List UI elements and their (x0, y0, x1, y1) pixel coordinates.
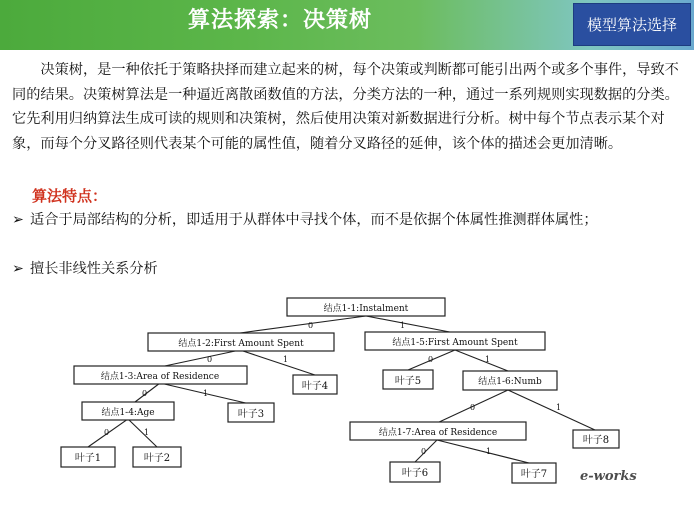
svg-text:结点1-2:First Amount Spent: 结点1-2:First Amount Spent (178, 339, 304, 349)
svg-text:结点1-7:Area of Residence: 结点1-7:Area of Residence (378, 428, 498, 438)
edge-label: 1 (203, 389, 209, 398)
edge-n1-n2 (240, 316, 366, 333)
edge-label: 0 (421, 447, 427, 456)
edge-label: 0 (308, 321, 314, 330)
tree-node-1-6 (463, 371, 557, 390)
edge-n5-n6 (455, 350, 508, 371)
tree-leaf-6 (390, 462, 440, 482)
edge-label: 1 (400, 321, 406, 330)
edge-n2-leaf4 (240, 350, 315, 375)
edge-label: 1 (485, 355, 491, 364)
features-heading: 算法特点： (32, 187, 108, 205)
tree-node-1-4 (82, 402, 174, 420)
svg-text:结点1-5:First Amount Spent: 结点1-5:First Amount Spent (392, 338, 518, 348)
e-works-watermark: e-works (580, 469, 637, 484)
svg-text:叶子6: 叶子6 (401, 468, 429, 479)
tree-leaf-8 (573, 430, 619, 448)
tree-node-1-1 (287, 298, 445, 316)
svg-text:叶子3: 叶子3 (237, 409, 265, 420)
tree-leaf-2 (133, 447, 181, 467)
tree-leaf-5 (383, 370, 433, 389)
tree-node-1-2 (148, 333, 334, 351)
edge-label: 1 (144, 428, 150, 437)
svg-text:叶子8: 叶子8 (582, 435, 610, 446)
tree-leaf-7 (512, 463, 556, 483)
edge-n1-n5 (366, 316, 455, 333)
model-selection-tag[interactable]: 模型算法选择 (573, 3, 691, 46)
edge-n2-n3 (160, 350, 240, 367)
svg-text:叶子4: 叶子4 (301, 381, 329, 392)
edge-label: 0 (142, 389, 148, 398)
intro-paragraph: 决策树，是一种依托于策略抉择而建立起来的树，每个决策或判断都可能引出两个或多个事件，导致不同的结果。决策树算法是一种逼近离散函数值的方法，分类方法的一种，通过一系列规则实现数据的分类。它先利用归纳算法生成可读的规则和决策树，然后使用决策对新数据进行分析。树中每个节点表示某个对象，而每个分叉路径则代表某个可能的属性值，随着分叉路径的延伸，该个体的描述会更加清晰。 (12, 62, 679, 152)
slide-title: 算法探索：决策树 (187, 7, 372, 33)
edge-n4-leaf2 (128, 419, 157, 447)
edge-label: 0 (428, 355, 434, 364)
svg-text:结点1-1:Instalment: 结点1-1:Instalment (323, 304, 409, 314)
tree-node-1-3 (74, 366, 247, 384)
edge-label: 1 (556, 403, 562, 412)
edge-n7-leaf7 (437, 440, 533, 464)
edge-n3-n4 (135, 383, 160, 402)
svg-text:结点1-6:Numb: 结点1-6:Numb (478, 377, 542, 387)
svg-text:叶子1: 叶子1 (74, 453, 102, 464)
svg-text:结点1-3:Area of Residence: 结点1-3:Area of Residence (100, 372, 220, 382)
edge-label: 0 (470, 403, 476, 412)
svg-text:叶子5: 叶子5 (394, 376, 422, 387)
arrow-bullet-icon: ➢ (12, 261, 24, 277)
tree-node-1-5 (365, 332, 545, 350)
tree-leaf-3 (228, 403, 274, 422)
svg-text:结点1-4:Age: 结点1-4:Age (101, 408, 155, 418)
edge-label: 0 (207, 355, 213, 364)
arrow-bullet-icon: ➢ (12, 212, 24, 228)
feature-item-2-text: 擅长非线性关系分析 (30, 261, 158, 277)
tree-node-1-7 (350, 422, 526, 440)
svg-text:叶子7: 叶子7 (520, 469, 548, 480)
tree-leaf-4 (293, 375, 337, 394)
tree-leaf-1 (61, 447, 115, 467)
edge-label: 0 (104, 428, 110, 437)
edge-label: 1 (283, 355, 289, 364)
svg-text:叶子2: 叶子2 (143, 453, 171, 464)
feature-item-1-text: 适合于局部结构的分析，即适用于从群体中寻找个体，而不是依据个体属性推测群体属性； (30, 212, 598, 228)
edge-label: 1 (486, 447, 492, 456)
